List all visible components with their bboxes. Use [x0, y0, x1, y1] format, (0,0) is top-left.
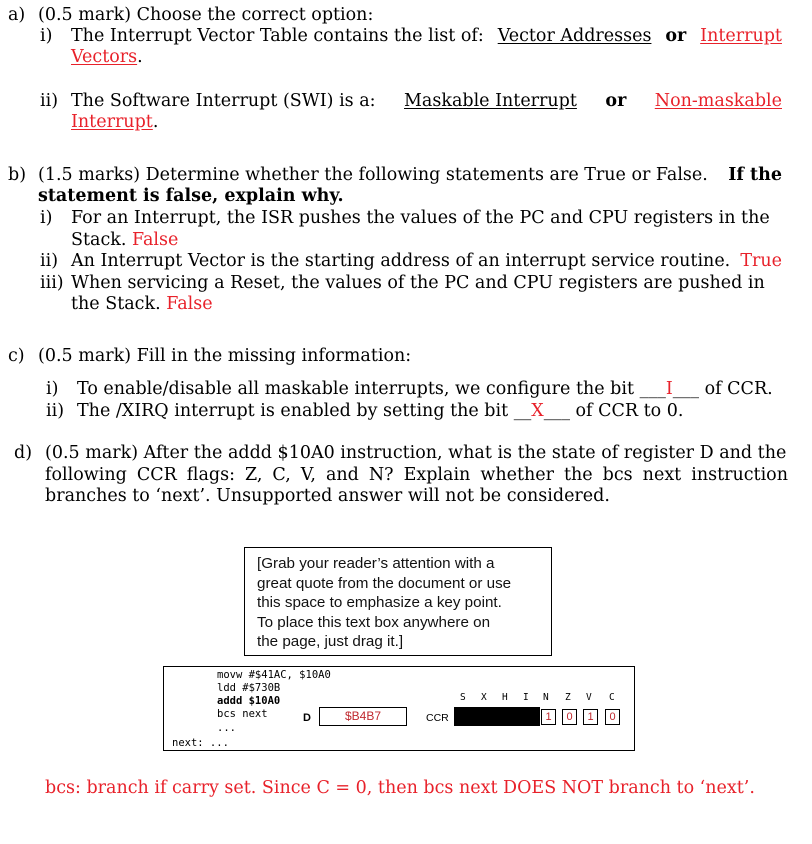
part-b-iii-line2	[71, 294, 213, 315]
pull-quote-textbox[interactable]	[244, 547, 552, 656]
part-b-label: b)	[8, 165, 27, 185]
part-a-i-option1: Vector Addresses	[497, 26, 652, 46]
part-c-label: c)	[8, 346, 25, 366]
part-a-i-line2	[71, 47, 143, 68]
part-b-iii-label: iii)	[40, 273, 64, 293]
part-a-i-line1	[71, 26, 782, 47]
quote-line-5: the page, just drag it.]	[257, 633, 404, 650]
part-b-heading-line2: statement is false, explain why.	[38, 186, 344, 206]
part-b-iii-line1: When servicing a Reset, the values of the PC and CPU registers are pushed in	[71, 273, 765, 293]
part-a-ii-option2-l2: Interrupt	[71, 112, 153, 132]
part-a-ii-option2-l1: Non-maskable	[654, 91, 782, 111]
part-a-ii-option1: Maskable Interrupt	[404, 91, 577, 111]
part-a-i-option2-l2: Vectors	[71, 47, 138, 67]
part-c-i-blank-left: ___	[639, 379, 666, 399]
part-c-ii-blank-left: __	[513, 401, 532, 421]
part-c-ii-answer: X	[531, 401, 544, 421]
part-a-label: a)	[8, 5, 26, 25]
part-a-heading: (0.5 mark) Choose the correct option:	[38, 5, 374, 25]
part-c-i-post: of CCR.	[704, 379, 773, 399]
part-d-line2: following CCR flags: Z, C, V, and N? Explain whether the bcs next instruction	[45, 465, 788, 485]
part-a-ii-or: or	[605, 91, 627, 111]
part-d-answer: bcs: branch if carry set. Since C = 0, then bcs next DOES NOT branch to ‘next’.	[45, 778, 755, 798]
flag-header-h: H	[502, 692, 508, 703]
flag-header-n: N	[543, 692, 549, 703]
code-line-bcs: bcs next	[217, 708, 268, 720]
part-b-iii-answer: False	[166, 294, 213, 314]
part-b-i-line1: For an Interrupt, the ISR pushes the values of the PC and CPU registers in the	[71, 208, 770, 228]
part-c-ii-label: ii)	[46, 401, 65, 421]
code-line-next: next: ...	[172, 737, 229, 749]
flag-header-i: I	[523, 692, 529, 703]
code-line-movw: movw #$41AC, $10A0	[217, 669, 331, 681]
part-c-ii-post: of CCR to 0.	[575, 401, 684, 421]
part-b-i-text2: Stack.	[71, 230, 127, 250]
part-a-i-or: or	[665, 26, 687, 46]
code-line-ellipsis: ...	[217, 722, 236, 734]
code-line-addd: addd $10A0	[217, 695, 281, 707]
part-d-line3: branches to ‘next’. Unsupported answer will not be considered.	[45, 486, 610, 506]
ccr-label: CCR	[426, 712, 449, 724]
part-a-ii-line1	[71, 91, 782, 112]
part-c-i-label: i)	[46, 379, 59, 399]
register-diagram	[163, 666, 635, 751]
ccr-masked-bits	[454, 707, 540, 726]
part-c-i-blank-right: ___	[672, 379, 700, 399]
part-a-ii-line2	[71, 112, 158, 133]
part-a-i-period: .	[137, 47, 143, 67]
part-b-heading-bold1: If the	[728, 165, 782, 185]
flag-v-value: 1	[583, 709, 598, 725]
part-c-heading: (0.5 mark) Fill in the missing information:	[38, 346, 412, 366]
part-a-ii-text: The Software Interrupt (SWI) is a:	[71, 91, 376, 111]
part-a-ii-label: ii)	[40, 91, 59, 111]
register-d-label: D	[303, 712, 311, 724]
flag-c-value: 0	[605, 709, 620, 725]
part-b-ii-answer: True	[740, 251, 782, 271]
flag-header-c: C	[609, 692, 615, 703]
part-d-line1	[45, 443, 788, 464]
part-b-iii-text2: the Stack.	[71, 294, 161, 314]
code-line-ldd: ldd #$730B	[217, 682, 281, 694]
part-b-heading: (1.5 marks) Determine whether the following statements are True or False.	[38, 165, 708, 185]
flag-z-value: 0	[562, 709, 577, 725]
quote-line-1: [Grab your reader’s attention with a	[257, 555, 495, 572]
part-a-i-option2-l1: Interrupt	[700, 26, 782, 46]
part-b-i-answer: False	[132, 230, 179, 250]
flag-n-value: 1	[541, 709, 556, 725]
part-b-heading-line1	[38, 165, 782, 186]
quote-line-3: this space to emphasize a key point.	[257, 594, 502, 611]
part-c-i-line	[77, 379, 773, 400]
flag-header-z: Z	[565, 692, 571, 703]
part-d-text1: (0.5 mark) After the addd $10A0 instruction, what is the state of register D and the	[45, 443, 787, 463]
part-a-i-text: The Interrupt Vector Table contains the list of:	[71, 26, 484, 46]
flag-header-x: X	[481, 692, 487, 703]
part-c-ii-line	[77, 401, 683, 422]
part-c-ii-pre: The /XIRQ interrupt is enabled by setting the bit	[77, 401, 509, 421]
part-c-i-answer: I	[665, 379, 673, 399]
part-b-i-line2	[71, 230, 178, 251]
part-a-i-label: i)	[40, 26, 53, 46]
part-a-ii-period: .	[152, 112, 159, 132]
part-b-ii-line	[71, 251, 782, 272]
part-b-heading-bold2: statement is false, explain why	[38, 186, 338, 206]
flag-header-s: S	[460, 692, 466, 703]
register-d-value: $B4B7	[319, 707, 407, 726]
flag-header-v: V	[586, 692, 592, 703]
part-d-label: d)	[14, 443, 33, 463]
part-b-ii-label: ii)	[40, 251, 59, 271]
part-c-i-pre: To enable/disable all maskable interrupts, we configure the bit	[77, 379, 635, 399]
part-b-i-label: i)	[40, 208, 53, 228]
quote-line-4: To place this text box anywhere on	[257, 613, 491, 631]
part-b-ii-text: An Interrupt Vector is the starting address of an interrupt service routine.	[71, 251, 731, 271]
part-c-ii-blank-right: ___	[543, 401, 570, 421]
quote-line-2: great quote from the document or use	[257, 574, 512, 592]
